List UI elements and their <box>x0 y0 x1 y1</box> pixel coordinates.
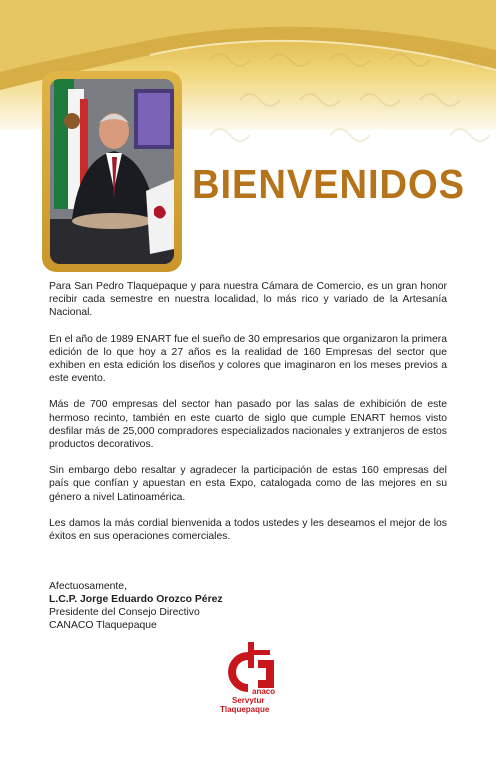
logo-text-line1: anaco <box>252 687 276 696</box>
paragraph: Para San Pedro Tlaquepaque y para nuestra Cámara de Comercio, es un gran honor recibir cada semestre en nuestra localidad, lo más rico y variado de la Artesanía Nacional. <box>49 281 447 319</box>
paragraph: Les damos la más cordial bienvenida a todos ustedes y les deseamos el mejor de los éxitos en sus operaciones comerciales. <box>49 517 447 543</box>
logo-text-line3: Tlaquepaque <box>220 705 270 714</box>
canaco-logo <box>218 640 282 714</box>
signer-role: Presidente del Consejo Directivo <box>49 607 200 618</box>
closing-text: Afectuosamente, <box>49 581 127 592</box>
letter-body <box>49 280 447 556</box>
signer-name: L.C.P. Jorge Eduardo Orozco Pérez <box>49 594 223 605</box>
paragraph: En el año de 1989 ENART fue el sueño de 30 empresarios que organizaron la primera edición de lo que hoy a 27 años es la realidad de 160 Empresas del sector que exhiben en esta edición los diseños y colores que imaginaron en los meses previos a este evento. <box>49 333 447 385</box>
portrait-photo <box>50 79 174 264</box>
paragraph: Más de 700 empresas del sector han pasado por las salas de exhibición de este hermoso recinto, también en este cuarto de siglo que cumple ENART hemos visto desfilar más de 25,000 compradores especializados nacionales y extranjeros de estos productos decorativos. <box>49 399 447 451</box>
signer-organization: CANACO Tlaquepaque <box>49 620 157 631</box>
logo-text-line2: Servytur <box>232 696 265 705</box>
signature-block <box>49 580 223 632</box>
page-title: BIENVENIDOS <box>192 161 465 207</box>
portrait-illustration <box>50 79 174 264</box>
ornament-pattern <box>200 40 496 150</box>
paragraph: Sin embargo debo resaltar y agradecer la participación de estas 160 empresas del país que confían y apuestan en esta Expo, catalogada como de las mejores en su género a nivel Latinoamérica. <box>49 465 447 503</box>
